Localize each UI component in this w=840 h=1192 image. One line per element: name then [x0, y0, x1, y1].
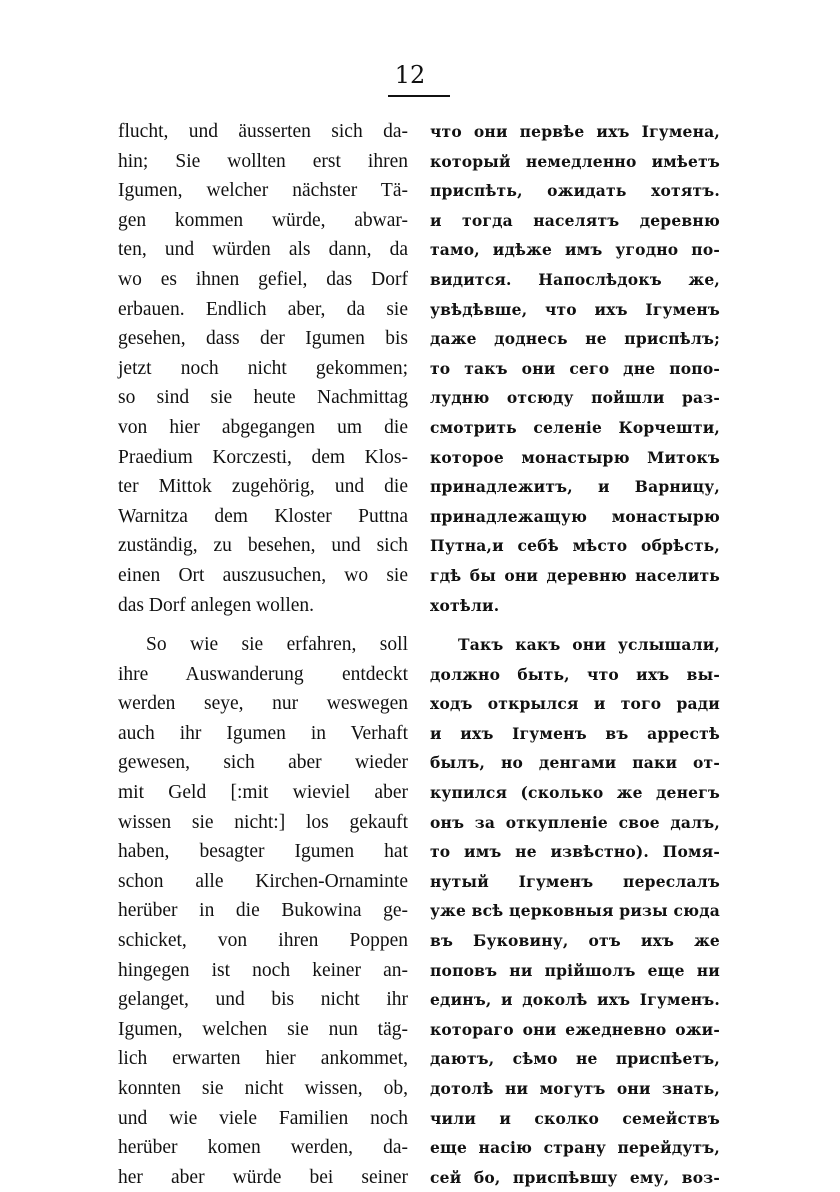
text-line: видится. Напослѣдокъ же, [430, 269, 720, 289]
text-line: und wie viele Familien noch [118, 1107, 408, 1129]
text-line: и тогда населятъ деревню [430, 210, 720, 230]
text-line: wissen sie nicht:] los gekauft [118, 811, 408, 833]
text-line: von hier abgegangen um die [118, 416, 408, 438]
text-line: hin; Sie wollten erst ihren [118, 150, 408, 172]
text-line: auch ihr Igumen in Verhaft [118, 722, 408, 744]
text-line: herüber komen werden, da- [118, 1137, 408, 1159]
text-line: должно быть, что ихъ вы- [430, 664, 720, 684]
text-line: и ихъ Ігуменъ въ аррестѣ [430, 723, 720, 743]
text-line: gen kommen würde, abwar- [118, 209, 408, 231]
text-line: еще насію страну перейдутъ, [430, 1138, 720, 1158]
text-line: приспѣть, ожидать хотятъ. [430, 181, 720, 201]
text-line: которое монастырю Митокъ [430, 447, 720, 467]
text-line: her aber würde bei seiner [118, 1166, 408, 1188]
text-line: das Dorf anlegen wollen. [118, 594, 315, 616]
text-line: werden seye, nur weswegen [118, 693, 408, 715]
text-line: чили и сколко семействъ [430, 1108, 720, 1128]
text-line: тамо, идѣже имъ угодно по- [430, 240, 720, 260]
text-line: gesehen, dass der Igumen bis [118, 328, 408, 350]
text-line: въ Буковину, отъ ихъ же [430, 931, 720, 951]
right-paragraph-1 [430, 117, 720, 620]
text-line: даютъ, сѣмо не приспѣетъ, [430, 1049, 720, 1069]
text-line: schon alle Kirchen-Ornaminte [118, 870, 408, 892]
text-line: Путна,и себѣ мѣсто обрѣсть, [430, 536, 720, 556]
text-line: котораго они ежедневно ожи- [430, 1019, 720, 1039]
text-line: erbauen. Endlich aber, da sie [118, 298, 408, 320]
text-line: поповъ ни прійшолъ еще ни [430, 960, 720, 980]
text-line: который немедленно имѣетъ [430, 151, 720, 171]
text-line: Igumen, welchen sie nun täg- [118, 1018, 408, 1040]
text-line: хотѣли. [430, 595, 500, 615]
text-line: даже доднесь не приспѣлъ; [430, 329, 720, 349]
text-line: то имъ не извѣстно). Помя- [430, 842, 720, 862]
text-line: ter Mittok zugehörig, und die [118, 476, 408, 498]
text-line: herüber in die Bukowina ge- [118, 900, 408, 922]
text-line: flucht, und äusserten sich da- [118, 121, 408, 142]
text-line: нутый Ігуменъ переслалъ [430, 871, 720, 891]
text-line: онъ за откупленіе свое далъ, [430, 812, 720, 832]
text-line: уже всѣ церковныя ризы сюда [430, 901, 720, 921]
text-line: сей бо, приспѣвшу ему, воз- [430, 1167, 720, 1187]
text-line: ihre Auswanderung entdeckt [118, 663, 408, 685]
text-line: hingegen ist noch keiner an- [118, 959, 408, 981]
left-paragraph-2 [118, 630, 408, 1192]
text-line: ходъ открылся и того ради [430, 694, 720, 714]
text-line: Igumen, welcher nächster Tä- [118, 180, 408, 202]
text-line: So wie sie erfahren, soll [146, 634, 408, 656]
text-line: принадлежащую монастырю [430, 506, 720, 526]
text-line: gewesen, sich aber wieder [118, 752, 408, 774]
right-column-church-slavonic [430, 117, 720, 1192]
text-line: wo es ihnen gefiel, das Dorf [118, 268, 408, 290]
right-paragraph-2 [430, 630, 720, 1192]
text-line: купился (сколько же денегъ [430, 783, 720, 803]
text-line: лудню отсюду пойшли раз- [430, 388, 720, 408]
text-line: ten, und würden als dann, da [118, 239, 408, 261]
left-column-german [118, 117, 408, 1192]
text-line: Такъ какъ они услышали, [458, 635, 720, 655]
text-line: haben, besagter Igumen hat [118, 841, 408, 863]
text-line: гдѣ бы они деревню населить [430, 565, 720, 585]
page-number-underline [388, 95, 450, 97]
text-line: Praedium Korczesti, dem Klos- [118, 446, 408, 468]
text-line: schicket, von ihren Poppen [118, 930, 408, 952]
text-line: смотрить селеніе Корчешти, [430, 417, 720, 437]
text-line: so sind sie heute Nachmittag [118, 387, 408, 409]
text-line: zuständig, zu besehen, und sich [118, 535, 408, 557]
text-line: gelanget, und bis nicht ihr [118, 989, 408, 1011]
text-line: konnten sie nicht wissen, ob, [118, 1078, 408, 1099]
paragraph-gap [118, 620, 408, 630]
page-number: 12 [394, 61, 426, 89]
text-line: Warnitza dem Kloster Puttna [118, 505, 408, 527]
text-line: то такъ они сего дне попо- [430, 358, 720, 378]
text-line: что они первѣе ихъ Ігумена, [430, 122, 720, 141]
text-line: принадлежитъ, и Варницу, [430, 477, 720, 497]
text-line: былъ, но денгами паки от- [430, 753, 720, 773]
left-paragraph-1 [118, 117, 408, 620]
text-line: единъ, и доколѣ ихъ Ігуменъ. [430, 990, 720, 1010]
text-line: увѣдѣвше, что ихъ Ігуменъ [430, 299, 720, 319]
text-line: mit Geld [:mit wieviel aber [118, 782, 408, 804]
text-line: einen Ort auszusuchen, wo sie [118, 564, 408, 586]
paragraph-gap [430, 620, 720, 630]
text-line: lich erwarten hier ankommet, [118, 1048, 408, 1070]
text-line: дотолѣ ни могутъ они знать, [430, 1079, 720, 1098]
text-line: jetzt noch nicht gekommen; [118, 357, 408, 379]
